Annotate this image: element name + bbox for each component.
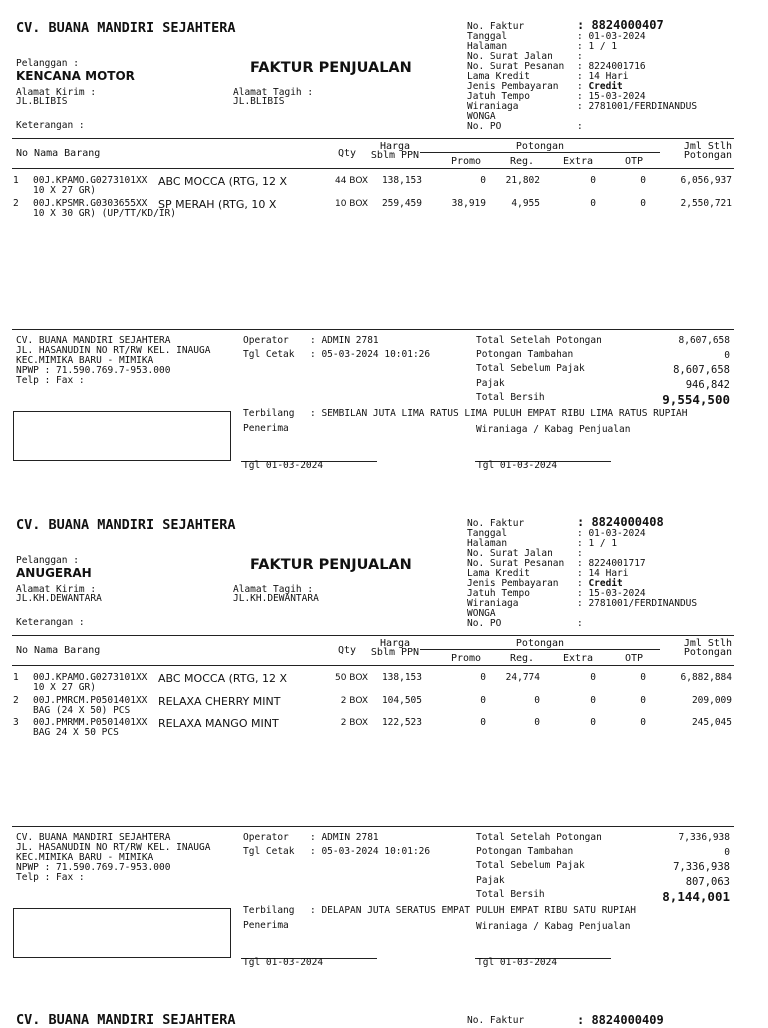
row-no: 1 [13,672,19,683]
row-name-cont: BAG (24 X 50) PCS [33,705,131,716]
col-jml: Jml Stlh [683,141,732,152]
row-promo: 0 [480,717,486,728]
halaman: 1 / 1 [588,538,618,549]
company-name: CV. BUANA MANDIRI SEJAHTERA [16,517,236,533]
invoice-info: No. Faktur : 8824000407 Tanggal : 01-03-2024 Halaman : 1 / 1 No. Surat Jalan : No. Surat Pesanan : 8224001716 Lama Kredit : 14 Hari Jenis Pembayaran : Credit Jatuh Tempo : 15-03-2024 Wiraniaga : 2781001/FERDINANDUS WONGA No. PO : [467,18,698,132]
total-sebelum: 7,336,938 [673,861,730,873]
wiraniaga: 2781001/FERDINANDUS [588,101,698,112]
surat-pesanan: 8224001717 [588,558,646,569]
jenis-pembayaran-label: Jenis Pembayaran [467,578,559,589]
wiraniaga-extra: WONGA [467,608,496,619]
row-reg: 24,774 [505,672,540,683]
no-po-label: No. PO [467,121,502,132]
jatuh-tempo-label: Jatuh Tempo [467,588,530,599]
company-name: CV. BUANA MANDIRI SEJAHTERA [16,20,236,36]
bill-label: Alamat Tagih : [233,584,314,595]
col-reg: Reg. [509,156,535,167]
ship-label: Alamat Kirim : [16,87,97,98]
wiraniaga-sign-label: Wiraniaga / Kabag Penjualan [476,424,631,435]
tgl-cetak: : 05-03-2024 10:01:26 [310,846,431,857]
row-harga: 138,153 [381,672,422,683]
row-name-cont: 10 X 27 GR) [33,185,96,196]
surat-pesanan-label: No. Surat Pesanan [467,61,565,72]
row-qty: 10 BOX [334,199,368,209]
row-name: RELAXA MANGO MINT [158,717,279,730]
jenis-pembayaran-label: Jenis Pembayaran [467,81,559,92]
tgl-cetak-label: Tgl Cetak [243,349,295,360]
ship-address: JL.BLIBIS [16,96,68,107]
customer-label: Pelanggan : [16,555,79,566]
potongan-tambahan: 0 [724,847,730,858]
bill-address: JL.BLIBIS [233,96,285,107]
potongan-tambahan-label: Potongan Tambahan [476,846,574,857]
col-extra: Extra [562,653,594,664]
customer-name: ANUGERAH [16,566,92,580]
lama-kredit-label: Lama Kredit [467,568,530,579]
col-otp: OTP [624,156,644,167]
total-setelah: 8,607,658 [678,335,730,346]
table-row [0,175,768,196]
col-no-nama: No Nama Barang [16,645,101,656]
pajak-label: Pajak [476,378,505,389]
invoice-3-no-faktur: : 8824000409 [577,1013,664,1027]
row-code: 00J.PMRMM.P0501401XX [33,717,148,728]
table-top-rule [12,138,734,139]
row-jml: 6,882,884 [680,672,732,683]
row-jml: 209,009 [691,695,732,706]
col-potongan: Potongan [515,638,565,649]
jatuh-tempo-label: Jatuh Tempo [467,91,530,102]
surat-pesanan: 8224001716 [588,61,646,72]
surat-jalan-label: No. Surat Jalan [467,548,553,559]
row-otp: 0 [640,175,646,186]
tanggal-label: Tanggal [467,528,508,539]
col-extra: Extra [562,156,594,167]
row-extra: 0 [590,717,596,728]
col-reg: Reg. [509,653,535,664]
total-bersih: 8,144,001 [662,889,730,904]
row-reg: 21,802 [505,175,540,186]
row-qty: 44 BOX [334,176,368,186]
halaman-label: Halaman [467,538,508,549]
total-bersih: 9,554,500 [662,392,730,407]
total-setelah: 7,336,938 [678,832,730,843]
row-name-cont: BAG 24 X 50 PCS [33,727,119,738]
invoice-info: No. Faktur : 8824000408 Tanggal : 01-03-2024 Halaman : 1 / 1 No. Surat Jalan : No. Surat Pesanan : 8224001717 Lama Kredit : 14 Hari Jenis Pembayaran : Credit Jatuh Tempo : 15-03-2024 Wiraniaga : 2781001/FERDINANDUS WONGA No. PO : [467,515,698,629]
total-setelah-label: Total Setelah Potongan [476,335,602,346]
doc-title: FAKTUR PENJUALAN [250,60,412,76]
no-faktur-label: No. Faktur [467,518,525,529]
col-harga: Harga [379,638,411,649]
col-harga-sub: Sblm PPN [370,150,420,161]
jenis-pembayaran: Credit [588,578,623,589]
row-code: 00J.PMRCM.P0501401XX [33,695,148,706]
row-otp: 0 [640,672,646,683]
footer-telp: Telp : Fax : [16,375,85,386]
row-name: ABC MOCCA (RTG, 12 X [158,175,287,188]
row-name: RELAXA CHERRY MINT [158,695,281,708]
terbilang-label: Terbilang [243,408,295,419]
note-label: Keterangan : [16,120,85,131]
row-no: 2 [13,695,19,706]
surat-jalan-label: No. Surat Jalan [467,51,553,62]
tanggal-label: Tanggal [467,31,508,42]
tgl-right: Tgl 01-03-2024 [477,460,558,471]
invoice-1 [0,0,768,500]
invoice-2 [0,497,768,997]
footer-address: JL. HASANUDIN NO RT/RW KEL. INAUGA [16,345,211,356]
pajak: 807,063 [685,876,730,888]
tgl-cetak-label: Tgl Cetak [243,846,295,857]
row-name: ABC MOCCA (RTG, 12 X [158,672,287,685]
halaman-label: Halaman [467,41,508,52]
customer-label: Pelanggan : [16,58,79,69]
row-name-cont: 10 X 30 GR) (UP/TT/KD/IR) [33,208,176,219]
tgl-left: Tgl 01-03-2024 [243,460,324,471]
row-extra: 0 [590,695,596,706]
tanggal: 01-03-2024 [588,528,646,539]
col-jml: Jml Stlh [683,638,732,649]
row-extra: 0 [590,672,596,683]
tanggal: 01-03-2024 [588,31,646,42]
row-reg: 4,955 [511,198,540,209]
row-no: 1 [13,175,19,186]
doc-title: FAKTUR PENJUALAN [250,557,412,573]
row-promo: 0 [480,175,486,186]
lama-kredit-label: Lama Kredit [467,71,530,82]
footer-rule [12,329,734,330]
note-label: Keterangan : [16,617,85,628]
no-faktur: 8824000407 [591,18,664,32]
row-code: 00J.KPSMR.G0303655XX [33,198,148,209]
pajak-label: Pajak [476,875,505,886]
lama-kredit: 14 Hari [588,71,629,82]
col-harga: Harga [379,141,411,152]
row-qty: 2 BOX [340,696,368,706]
col-otp: OTP [624,653,644,664]
footer-npwp: NPWP : 71.590.769.7-953.000 [16,862,171,873]
footer-address-2: KEC.MIMIKA BARU - MIMIKA [16,852,154,863]
row-extra: 0 [590,198,596,209]
col-promo: Promo [450,653,482,664]
invoice-3-company: CV. BUANA MANDIRI SEJAHTERA [16,1012,236,1028]
row-otp: 0 [640,717,646,728]
footer-telp: Telp : Fax : [16,872,85,883]
row-name: SP MERAH (RTG, 10 X [158,198,277,211]
footer-rule [12,826,734,827]
table-header-rule [12,665,734,666]
row-harga: 138,153 [381,175,422,186]
row-name-cont: 10 X 27 GR) [33,682,96,693]
terbilang: : DELAPAN JUTA SERATUS EMPAT PULUH EMPAT RIBU SATU RUPIAH [310,905,637,916]
col-no-nama: No Nama Barang [16,148,101,159]
tgl-cetak: : 05-03-2024 10:01:26 [310,349,431,360]
total-sebelum: 8,607,658 [673,364,730,376]
col-jml-sub: Potongan [683,150,732,161]
potongan-tambahan: 0 [724,350,730,361]
row-harga: 259,459 [381,198,422,209]
row-reg: 0 [534,717,540,728]
operator: : ADMIN 2781 [310,832,379,843]
row-no: 3 [13,717,19,728]
potongan-rule [420,152,660,153]
ship-label: Alamat Kirim : [16,584,97,595]
row-jml: 6,056,937 [680,175,732,186]
invoice-3-no-faktur-label: No. Faktur [467,1015,525,1026]
wiraniaga-sign-label: Wiraniaga / Kabag Penjualan [476,921,631,932]
footer-address-2: KEC.MIMIKA BARU - MIMIKA [16,355,154,366]
row-reg: 0 [534,695,540,706]
total-setelah-label: Total Setelah Potongan [476,832,602,843]
col-jml-sub: Potongan [683,647,732,658]
signature-box [13,411,231,461]
terbilang: : SEMBILAN JUTA LIMA RATUS LIMA PULUH EMPAT RIBU LIMA RATUS RUPIAH [310,408,688,419]
row-qty: 50 BOX [334,673,368,683]
halaman: 1 / 1 [588,41,618,52]
table-row [0,198,768,219]
no-faktur: 8824000409 [591,1013,664,1027]
wiraniaga-label: Wiraniaga [467,101,519,112]
penerima-label: Penerima [243,423,289,434]
col-harga-sub: Sblm PPN [370,647,420,658]
table-header-rule [12,168,734,169]
tgl-right: Tgl 01-03-2024 [477,957,558,968]
footer-company: CV. BUANA MANDIRI SEJAHTERA [16,335,171,346]
operator-label: Operator [243,832,289,843]
row-no: 2 [13,198,19,209]
row-code: 00J.KPAMO.G0273101XX [33,175,148,186]
row-promo: 0 [480,672,486,683]
surat-pesanan-label: No. Surat Pesanan [467,558,565,569]
potongan-tambahan-label: Potongan Tambahan [476,349,574,360]
lama-kredit: 14 Hari [588,568,629,579]
bill-label: Alamat Tagih : [233,87,314,98]
pajak: 946,842 [685,379,730,391]
wiraniaga: 2781001/FERDINANDUS [588,598,698,609]
total-sebelum-label: Total Sebelum Pajak [476,860,585,871]
jatuh-tempo: 15-03-2024 [588,588,646,599]
col-potongan: Potongan [515,141,565,152]
ship-address: JL.KH.DEWANTARA [16,593,102,604]
wiraniaga-label: Wiraniaga [467,598,519,609]
footer-npwp: NPWP : 71.590.769.7-953.000 [16,365,171,376]
row-otp: 0 [640,198,646,209]
table-row [0,695,768,716]
no-faktur: 8824000408 [591,515,664,529]
footer-address: JL. HASANUDIN NO RT/RW KEL. INAUGA [16,842,211,853]
signature-box [13,908,231,958]
penerima-label: Penerima [243,920,289,931]
bill-address: JL.KH.DEWANTARA [233,593,319,604]
table-row [0,672,768,693]
wiraniaga-extra: WONGA [467,111,496,122]
potongan-rule [420,649,660,650]
no-po-label: No. PO [467,618,502,629]
row-otp: 0 [640,695,646,706]
row-promo: 0 [480,695,486,706]
col-qty: Qty [338,645,357,656]
customer-name: KENCANA MOTOR [16,69,135,83]
row-extra: 0 [590,175,596,186]
total-bersih-label: Total Bersih [476,392,545,403]
terbilang-label: Terbilang [243,905,295,916]
row-promo: 38,919 [451,198,486,209]
table-row [0,717,768,738]
row-jml: 2,550,721 [680,198,732,209]
tgl-left: Tgl 01-03-2024 [243,957,324,968]
operator-label: Operator [243,335,289,346]
row-jml: 245,045 [691,717,732,728]
row-code: 00J.KPAMO.G0273101XX [33,672,148,683]
no-faktur-label: No. Faktur [467,21,525,32]
col-promo: Promo [450,156,482,167]
col-qty: Qty [338,148,357,159]
table-top-rule [12,635,734,636]
operator: : ADMIN 2781 [310,335,379,346]
jatuh-tempo: 15-03-2024 [588,91,646,102]
row-qty: 2 BOX [340,718,368,728]
row-harga: 122,523 [381,717,422,728]
total-bersih-label: Total Bersih [476,889,545,900]
row-harga: 104,505 [381,695,422,706]
jenis-pembayaran: Credit [588,81,623,92]
footer-company: CV. BUANA MANDIRI SEJAHTERA [16,832,171,843]
total-sebelum-label: Total Sebelum Pajak [476,363,585,374]
